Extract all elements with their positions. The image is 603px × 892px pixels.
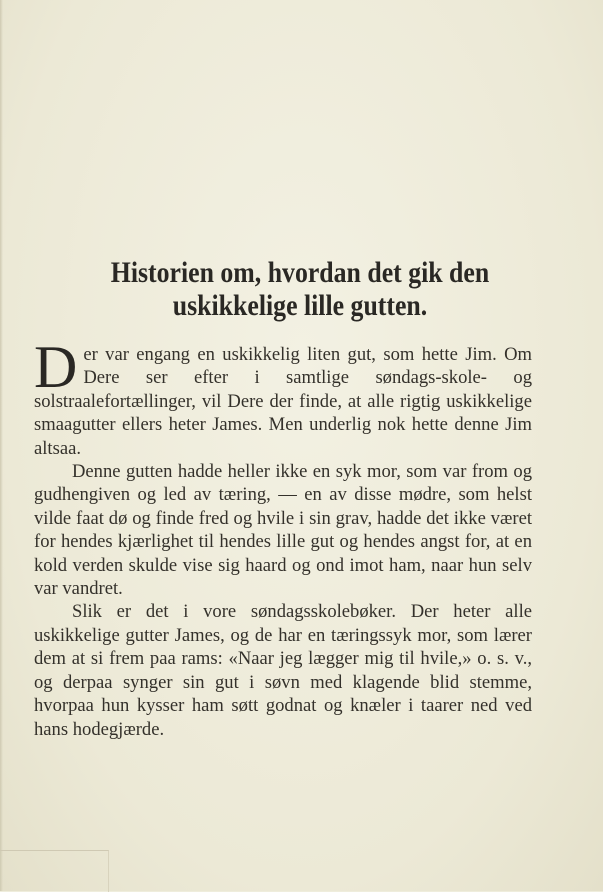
drop-cap: D — [34, 334, 78, 400]
paragraph-2: Denne gutten hadde heller ikke en syk mor, som var from og gudhengiven og led av tæring, — en av disse mødre, som helst vilde faat dø og finde fred og hvile i sin grav, hadde det ikke været for hendes kjærlighet til hendes lille gut og hendes angst for, at en kold verden skulde vise sig haard og ond imot ham, naar hun selv var vandret. — [34, 461, 532, 600]
page-edge-shadow — [0, 0, 3, 891]
page-corner-mark — [0, 850, 109, 892]
paragraph-1-text: er var engang en uskikkelig liten gut, som hette Jim. Om Dere ser efter i samtlige søndags-skole- og solstraalefortællinger, vil Dere der finde, at alle rigtig uskikkelige smaagutter ellers heter James. Men underlig nok hette denne Jim altsaa. — [34, 344, 532, 459]
chapter-title-line-2: uskikkelige lille gutten. — [172, 289, 428, 322]
chapter-title — [68, 256, 532, 322]
paragraph-3: Slik er det i vore søndagsskolebøker. Der heter alle uskikkelige gutter James, og de har en tæringssyk mor, som lærer dem at si frem paa rams: «Naar jeg lægger mig til hvile,» o. s. v., og derpaa synger sin gut i søvn med klagende blid stemme, hvorpaa hun kysser ham søtt godnat og knæler i taarer ned ved hans hodegjærde. — [34, 601, 532, 740]
chapter-title-line-1: Historien om, hvordan det gik den — [110, 256, 490, 289]
chapter-body — [34, 334, 532, 741]
paragraph-1 — [34, 334, 532, 460]
